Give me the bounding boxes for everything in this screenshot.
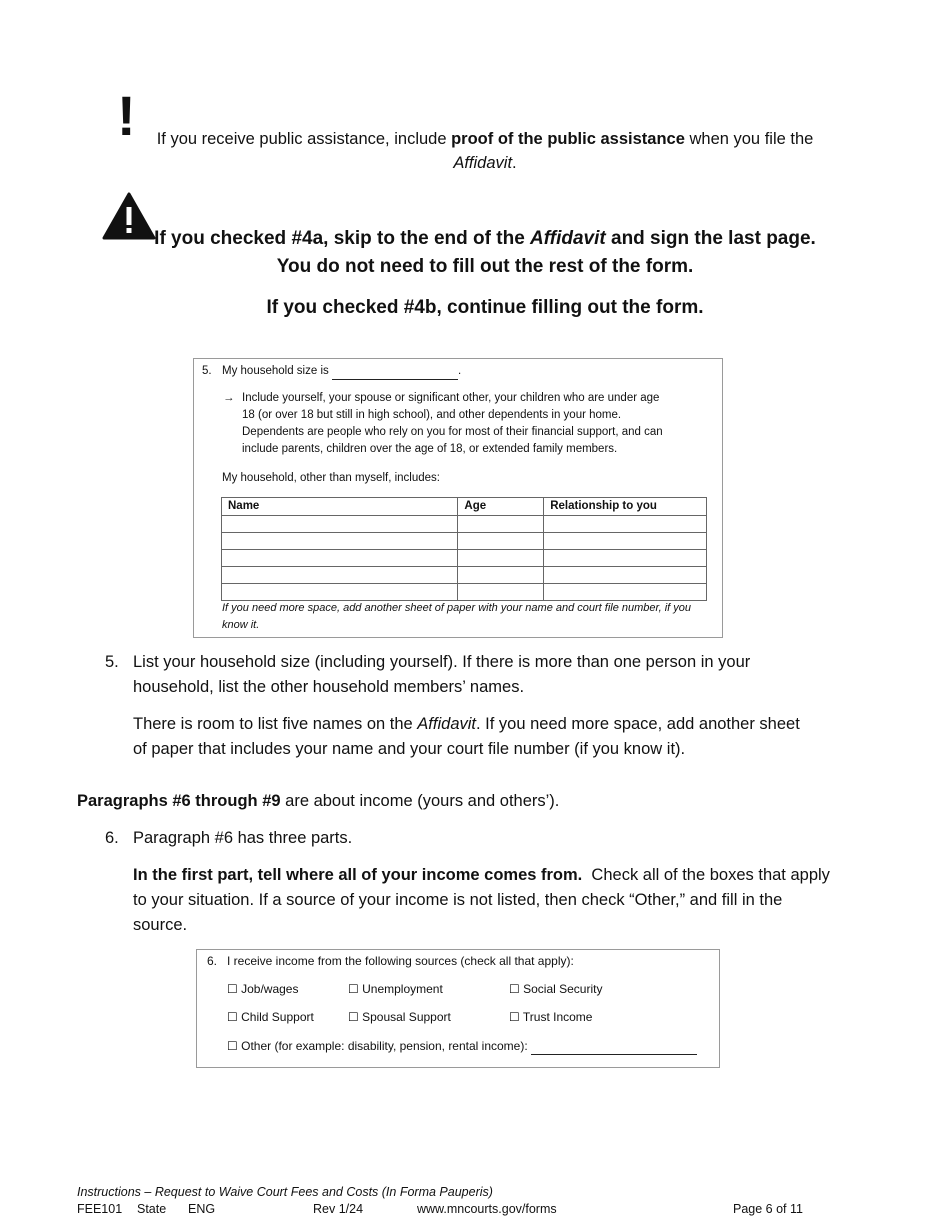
checkbox-trust-income[interactable]: ☐ Trust Income bbox=[509, 1010, 593, 1024]
checkbox-child-support[interactable]: ☐ Child Support bbox=[227, 1010, 314, 1024]
footer-state: State bbox=[137, 1202, 167, 1216]
checkbox-icon: ☐ bbox=[227, 982, 238, 996]
item6-number: 6. bbox=[105, 829, 119, 847]
table-row bbox=[222, 533, 707, 550]
household-form-sample bbox=[193, 358, 723, 638]
table-row bbox=[222, 550, 707, 567]
public-assistance-notice: If you receive public assistance, include proof of the public assistance when you file the Affidavit. bbox=[156, 130, 814, 172]
footer-form-code: FEE101 bbox=[77, 1202, 123, 1216]
age-column-header: Age bbox=[458, 498, 544, 516]
footer-revision: Rev 1/24 bbox=[313, 1202, 364, 1216]
household-includes-label: My household, other than myself, includes: bbox=[222, 472, 440, 484]
footer-language: ENG bbox=[188, 1202, 216, 1216]
table-row bbox=[222, 567, 707, 584]
checkbox-social-security[interactable]: ☐ Social Security bbox=[509, 982, 603, 996]
skip-warning: If you checked #4a, skip to the end of the Affidavit and sign the last page. You do not need to fill out the rest of the form. bbox=[154, 228, 816, 277]
income-sources-heading: I receive income from the following sources (check all that apply): bbox=[227, 954, 574, 968]
checkbox-icon: ☐ bbox=[509, 982, 520, 996]
footer-title: Instructions – Request to Waive Court Fees and Costs (In Forma Pauperis) bbox=[77, 1185, 493, 1199]
household-table bbox=[221, 497, 707, 601]
checkbox-unemployment[interactable]: ☐ Unemployment bbox=[348, 982, 443, 996]
checkbox-icon: ☐ bbox=[227, 1039, 238, 1053]
checkbox-spousal-support[interactable]: ☐ Spousal Support bbox=[348, 1010, 451, 1024]
checkbox-icon: ☐ bbox=[509, 1010, 520, 1024]
table-row bbox=[222, 516, 707, 533]
box6-number: 6. bbox=[207, 954, 218, 968]
arrow-icon: → bbox=[223, 392, 235, 404]
checkbox-other[interactable]: ☐ Other (for example: disability, pension, rental income): bbox=[227, 1038, 697, 1055]
household-instructions: Include yourself, your spouse or significant other, your children who are under age 18 (or over 18 but still in high school), and other dependents in your home. Dependents are people who rely on you for most of their financial support, and can include parents, children over the age of 18, or extended family members. bbox=[242, 392, 663, 455]
item5-text: List your household size (including yourself). If there is more than one person in your household, list the other household members’ names. bbox=[133, 653, 751, 696]
box5-number: 5. bbox=[202, 365, 212, 377]
item6-text: In the first part, tell where all of your income comes from. Check all of the boxes that apply to your situation. If a source of your income is not listed, then check “Other,” and fill in the source. bbox=[133, 866, 830, 934]
item6-intro: Paragraph #6 has three parts. bbox=[133, 829, 353, 847]
continue-warning: If you checked #4b, continue filling out the form. bbox=[266, 297, 704, 318]
income-intro: Paragraphs #6 through #9 are about income (yours and others’). bbox=[77, 792, 560, 810]
checkbox-icon: ☐ bbox=[227, 1010, 238, 1024]
relationship-column-header: Relationship to you bbox=[544, 498, 707, 516]
checkbox-icon: ☐ bbox=[348, 1010, 359, 1024]
checkbox-job-wages[interactable]: ☐ Job/wages bbox=[227, 982, 299, 996]
item5-space-text: There is room to list five names on the Affidavit. If you need more space, add another sheet of paper that includes your name and your court file number (if you know it). bbox=[133, 715, 800, 758]
other-source-field bbox=[531, 1054, 697, 1055]
income-sources-sample bbox=[196, 949, 720, 1068]
household-size-label: My household size is . bbox=[222, 363, 461, 380]
table-header-row bbox=[222, 498, 707, 516]
table-row bbox=[222, 584, 707, 601]
more-space-note: If you need more space, add another sheet of paper with your name and court file number, if you know it. bbox=[222, 602, 692, 631]
footer-url[interactable]: www.mncourts.gov/forms bbox=[417, 1202, 557, 1216]
footer-page-number: Page 6 of 11 bbox=[733, 1202, 803, 1216]
checkbox-icon: ☐ bbox=[348, 982, 359, 996]
item5-number: 5. bbox=[105, 653, 119, 671]
name-column-header: Name bbox=[222, 498, 458, 516]
exclamation-icon: ! bbox=[117, 84, 136, 147]
